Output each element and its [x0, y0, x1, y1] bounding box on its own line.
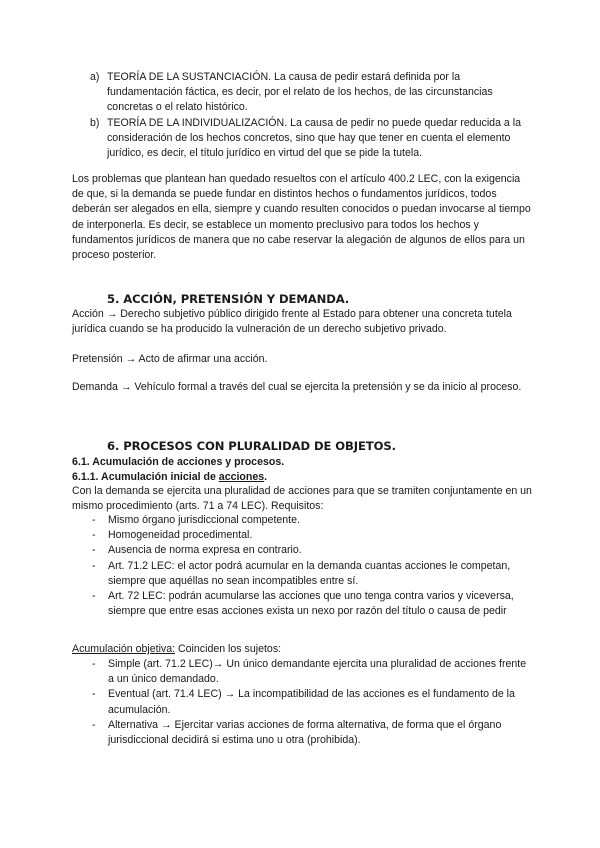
- list-item-text: Mismo órgano jurisdiccional competente.: [108, 514, 300, 526]
- list-item: [72, 559, 532, 589]
- list-item-text: Alternativa → Ejercitar varias acciones de forma alternativa, de forma que el órgano jurisdiccional decidirá si estima uno u otra (prohibida).: [108, 718, 502, 747]
- subsection-6-1-1-underlined: acciones: [218, 471, 265, 483]
- acumulacion-objetiva-label: Acumulación objetiva:: [72, 643, 176, 655]
- list-item: [72, 513, 532, 528]
- list-item-text: Simple (art. 71.2 LEC)→ Un único demandante ejercita una pluralidad de acciones frente a un único demandado.: [108, 658, 527, 686]
- list-item: [72, 543, 532, 558]
- subsection-6-1-1-heading: [72, 470, 267, 484]
- section-5-heading: 5. ACCIÓN, PRETENSIÓN Y DEMANDA.: [107, 292, 350, 306]
- list-dash: -: [92, 559, 96, 572]
- list-dash: -: [92, 514, 96, 526]
- acumulacion-objetiva-text: Coinciden los sujetos:: [175, 643, 282, 655]
- list-item-text: Eventual (art. 71.4 LEC) → La incompatibilidad de las acciones es el fundamento de la acumulación.: [108, 688, 515, 716]
- list-item: [72, 70, 532, 116]
- list-item: [72, 116, 532, 162]
- problems-paragraph: Los problemas que plantean han quedado resueltos con el artículo 400.2 LEC, con la exigencia de que, si la demanda se puede fundar en distintos hechos o fundamentos jurídicos, todos deberán ser alegados en ella, siempre y cuando resulten conocidos o puedan invocarse al tiempo de interponerla. Es decir, se establece un momento preclusivo para todos los hechos y fundamentos jurídicos de manera que no cabe reservar la alegación de algunos de ellos para un proceso posterior.: [72, 173, 531, 262]
- list-item-text: Homogeneidad procedimental.: [108, 529, 253, 542]
- list-item: [72, 687, 532, 717]
- list-item-text: Art. 72 LEC: podrán acumularse las acciones que uno tenga contra varios y viceversa, siempre que entre esas acciones exista un nexo por razón del título o causa de pedir: [108, 590, 514, 618]
- list-item: [72, 528, 532, 543]
- list-marker: b): [90, 116, 100, 129]
- list-dash: -: [92, 544, 96, 557]
- theories-list: [72, 70, 532, 161]
- theory-title: TEORÍA DE LA INDIVIDUALIZACIÓN.: [107, 116, 288, 129]
- theory-text: La causa de pedir no puede quedar reducida a la consideración de los hechos concretos, sino que hay que tener en cuenta el elemento jurídico, es decir, el título jurídico en virtud del que se pide la tutela.: [107, 116, 521, 160]
- list-item-text: Ausencia de norma expresa en contrario.: [108, 544, 302, 557]
- accion-definition: Acción → Derecho subjetivo público dirigido frente al Estado para obtener una concreta tutela jurídica cuando se ha producido la vulneración de un derecho subjetivo privado.: [72, 308, 512, 336]
- list-dash: -: [92, 718, 96, 731]
- subsection-6-1-1-prefix: 6.1.1. Acumulación inicial de: [72, 471, 219, 483]
- list-item: [72, 589, 532, 619]
- list-marker: a): [90, 71, 100, 83]
- pretension-definition: Pretensión → Acto de afirmar una acción.: [72, 353, 268, 365]
- list-dash: -: [92, 688, 96, 701]
- subsection-6-1-heading: 6.1. Acumulación de acciones y procesos.: [72, 456, 285, 468]
- demanda-definition: Demanda → Vehículo formal a través del cual se ejercita la pretensión y se da inicio al proceso.: [72, 381, 522, 393]
- list-dash: -: [92, 529, 96, 542]
- section-6-heading: 6. PROCESOS CON PLURALIDAD DE OBJETOS.: [107, 439, 396, 453]
- acumulacion-objetiva-intro: [72, 642, 532, 657]
- list-item: [72, 718, 532, 748]
- subsection-6-1-1-suffix: .: [264, 471, 268, 483]
- acumulacion-intro: Con la demanda se ejercita una pluralidad de acciones para que se tramiten conjuntamente en un mismo procedimiento (arts. 71 a 74 LEC). Requisitos:: [72, 485, 532, 513]
- list-item: [72, 657, 532, 687]
- list-dash: -: [92, 590, 96, 603]
- acumulacion-objetiva-list: [72, 657, 532, 748]
- theory-title: TEORÍA DE LA SUSTANCIACIÓN.: [107, 71, 272, 83]
- list-dash: -: [92, 658, 96, 670]
- theory-text: La causa de pedir estará definida por la fundamentación fáctica, es decir, por el relato de los hechos, de las circunstancias concretas o el relato histórico.: [107, 71, 493, 114]
- requisitos-list: [72, 513, 532, 619]
- list-item-text: Art. 71.2 LEC: el actor podrá acumular en la demanda cuantas acciones le competan, siempre que aquéllas no sean incompatibles entre sí.: [108, 559, 511, 587]
